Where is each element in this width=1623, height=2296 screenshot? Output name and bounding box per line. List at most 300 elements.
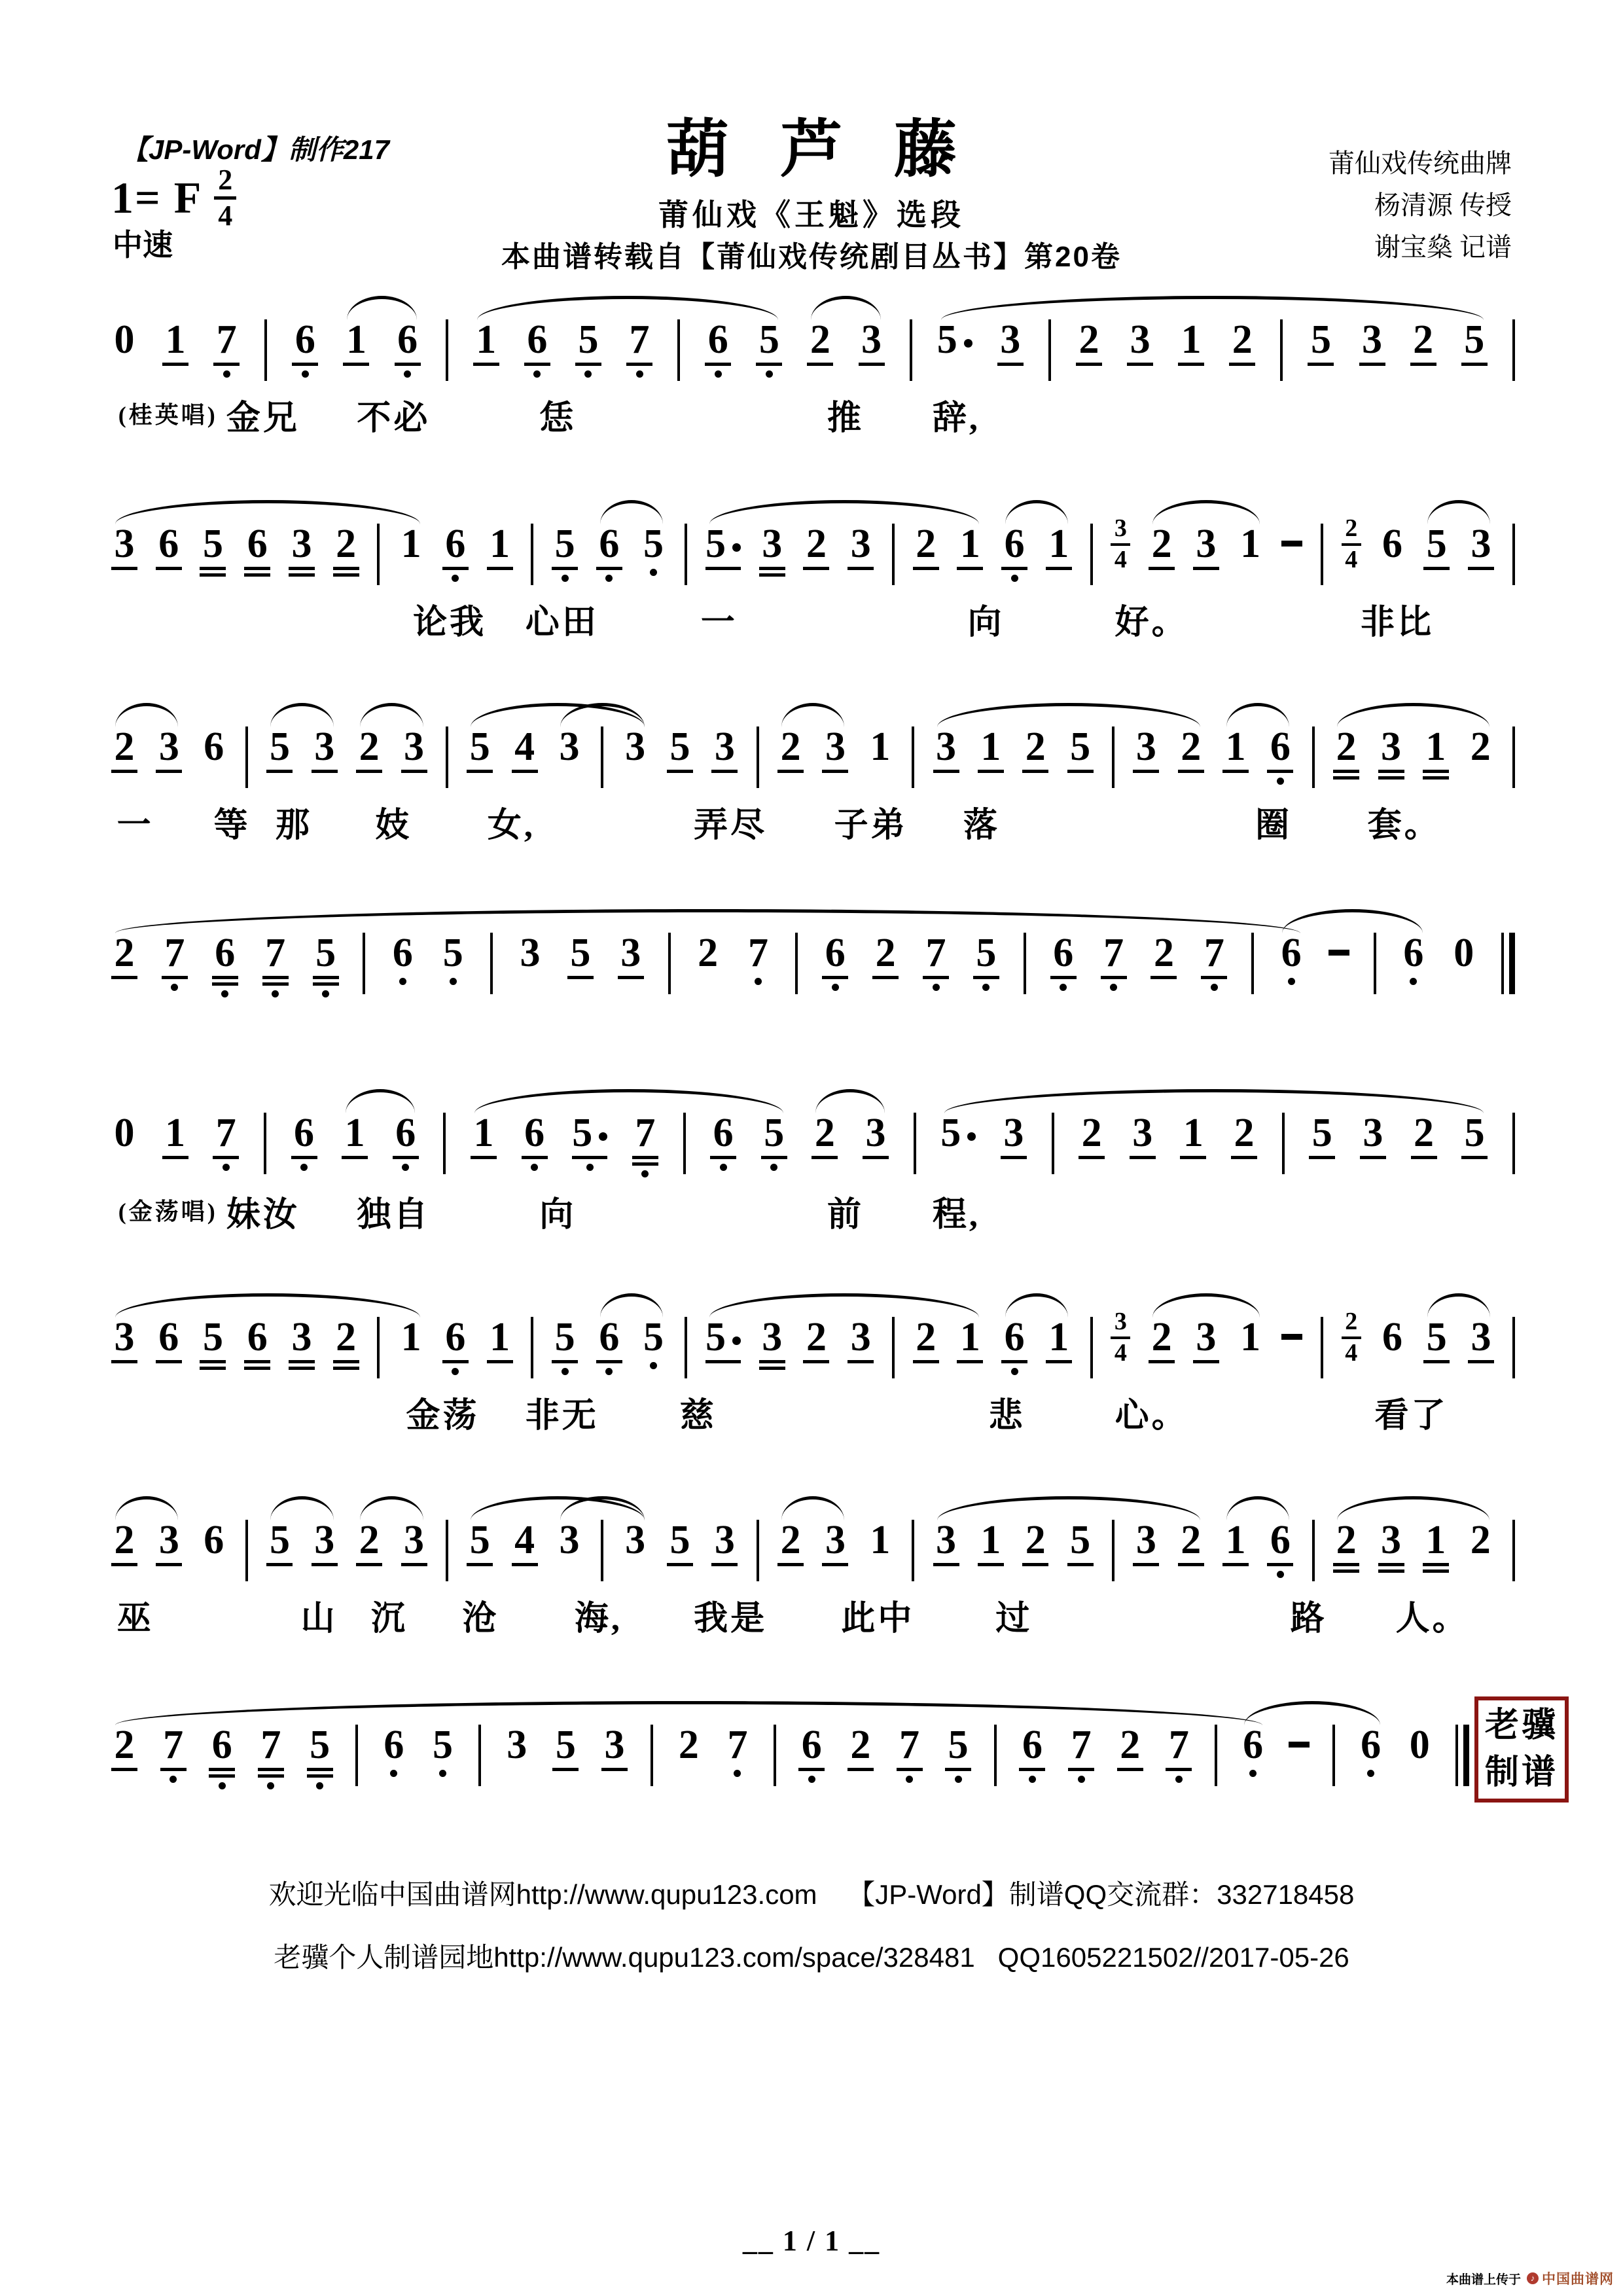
beam-underline — [632, 1156, 658, 1159]
barline — [446, 319, 448, 381]
note-digit: 6 — [294, 1111, 314, 1155]
beam-underline — [258, 1774, 284, 1778]
note — [822, 726, 848, 773]
beam-underline — [1001, 567, 1027, 570]
note — [957, 1317, 983, 1363]
octave-dot — [1410, 978, 1417, 985]
note — [333, 1317, 359, 1370]
note-digit: 3 — [1381, 725, 1401, 769]
beam-underline — [1178, 770, 1204, 773]
note — [1001, 1113, 1027, 1159]
note — [1067, 726, 1094, 773]
note — [262, 933, 289, 997]
beam-underline — [978, 770, 1004, 773]
note-digit: 5 — [570, 931, 591, 975]
beam-underline — [913, 1360, 939, 1363]
barline — [1090, 524, 1093, 585]
beam-underline — [1423, 1360, 1450, 1363]
octave-dot — [439, 1770, 446, 1777]
lyric-word: 看了 — [1374, 1397, 1448, 1435]
beam-underline — [1019, 1768, 1045, 1771]
beam-underline — [162, 976, 188, 979]
credit-line: 杨清源 传授 — [1374, 190, 1512, 220]
note — [756, 319, 782, 378]
beam-underline — [266, 770, 293, 773]
note-digit: 5 — [469, 725, 490, 769]
time-sig-numerator: 2 — [1345, 514, 1358, 542]
barline — [892, 1317, 895, 1378]
barline — [651, 1725, 653, 1786]
beam-underline — [1222, 1563, 1249, 1566]
barline — [1048, 319, 1051, 381]
beam-underline — [1180, 1156, 1206, 1159]
note-digit: 5 — [578, 317, 599, 362]
note-digit: 6 — [599, 522, 620, 566]
beam-underline — [1117, 1768, 1143, 1771]
note-digit: 6 — [1382, 522, 1402, 566]
beam-underline — [1101, 976, 1127, 979]
note — [596, 524, 622, 582]
note — [711, 1520, 738, 1566]
note-digit: 3 — [936, 725, 957, 769]
note — [705, 524, 741, 570]
slur-arc — [1244, 1701, 1380, 1725]
beam-underline — [933, 1563, 959, 1566]
octave-dot — [450, 978, 457, 985]
beam-underline — [156, 1360, 182, 1363]
barline — [1215, 1725, 1217, 1786]
note — [1423, 1317, 1450, 1363]
note — [552, 524, 578, 582]
beam-underline — [1378, 770, 1404, 773]
octave-dot — [1060, 984, 1067, 991]
stamp-line-2: 制谱 — [1484, 1754, 1558, 1791]
note-digit: 1 — [1048, 522, 1069, 566]
note-digit: 1 — [870, 1518, 891, 1562]
note — [512, 1520, 538, 1566]
beam-underline — [667, 1563, 693, 1566]
beam-underline — [1001, 1156, 1027, 1159]
note-digit: 6 — [527, 317, 548, 362]
note-digit: 3 — [520, 931, 541, 975]
note — [596, 1317, 622, 1375]
beam-underline — [1001, 1360, 1027, 1363]
note — [342, 1113, 368, 1159]
lyric-word: 论我 — [413, 604, 487, 641]
note-digit: 7 — [1168, 1723, 1189, 1767]
note — [393, 1113, 419, 1171]
note-digit: 2 — [780, 725, 801, 769]
octave-dot — [169, 1776, 177, 1783]
beam-underline — [313, 976, 339, 979]
lyric-word: 套。 — [1367, 807, 1441, 844]
beam-underline — [244, 1367, 270, 1370]
note — [1222, 1520, 1249, 1566]
beam-underline — [1267, 770, 1293, 773]
note — [997, 319, 1024, 366]
note — [1193, 524, 1219, 570]
octave-dot — [267, 1782, 274, 1789]
beam-underline — [333, 1367, 359, 1370]
note — [803, 524, 829, 570]
octave-dot — [933, 984, 940, 991]
note — [1149, 524, 1175, 570]
lyric-word: 慈 — [679, 1397, 717, 1435]
octave-dot — [715, 370, 722, 378]
source-note: 本曲谱转载自【莆仙戏传统剧目丛书】第20卷 — [501, 241, 1122, 273]
note-digit: 6 — [1361, 1723, 1382, 1767]
note-digit: 3 — [291, 522, 312, 566]
barline — [757, 1520, 759, 1581]
beam-underline — [567, 976, 594, 979]
beam-underline — [1201, 976, 1227, 979]
barline — [1024, 933, 1026, 994]
octave-dot — [390, 1770, 397, 1777]
beam-underline — [156, 770, 182, 773]
note — [957, 524, 983, 570]
beam-underline — [945, 1768, 971, 1771]
note-digit: 1 — [1183, 1111, 1204, 1155]
lyric-word: 心田 — [525, 604, 599, 641]
beam-underline — [258, 1768, 284, 1771]
upload-credit — [1446, 2269, 1614, 2288]
note-digit: 7 — [1204, 931, 1224, 975]
note-digit: 1 — [1425, 1518, 1446, 1562]
barline — [1312, 1520, 1315, 1581]
duration-dash — [1281, 541, 1302, 547]
slur-arc — [781, 703, 844, 727]
note-digit: 5 — [469, 1518, 490, 1562]
barline — [774, 1725, 776, 1786]
note-digit: 2 — [1181, 725, 1202, 769]
time-sig-denominator: 4 — [1345, 1338, 1358, 1367]
beam-underline — [111, 1768, 137, 1771]
note-digit: 3 — [1130, 317, 1150, 362]
note — [467, 1520, 493, 1566]
beam-underline — [244, 1360, 270, 1363]
note — [618, 933, 644, 979]
note-digit: 6 — [524, 1111, 545, 1155]
note-digit: 5 — [1311, 1111, 1332, 1155]
note-digit: 2 — [916, 1315, 936, 1359]
beam-underline — [1461, 1156, 1488, 1159]
beam-underline — [1468, 567, 1494, 570]
beam-underline — [467, 1563, 493, 1566]
note-digit: 2 — [1151, 1315, 1172, 1359]
note — [1468, 1317, 1494, 1363]
note — [761, 1113, 787, 1171]
notes-row — [111, 486, 1515, 585]
octave-dot — [1011, 1368, 1018, 1375]
octave-dot — [1078, 1776, 1085, 1783]
notation-line-3 — [111, 689, 1515, 853]
beam-underline — [524, 363, 550, 366]
note-digit: 2 — [1025, 725, 1046, 769]
octave-dot — [584, 370, 592, 378]
beam-underline — [289, 567, 315, 570]
beam-underline — [847, 1360, 874, 1363]
note-digit: 5 — [643, 1315, 664, 1359]
slur-arc — [115, 909, 1300, 933]
beam-underline — [307, 1768, 333, 1771]
beam-underline — [759, 1367, 785, 1370]
note-digit: 6 — [215, 931, 236, 975]
beam-underline — [759, 567, 785, 570]
beam-underline — [777, 770, 804, 773]
slur-arc — [1226, 703, 1289, 727]
lyrics-row — [111, 390, 1515, 446]
note — [847, 1725, 874, 1771]
note — [356, 1520, 382, 1566]
octave-dot — [316, 1782, 323, 1789]
lyric-word: 山 — [300, 1600, 338, 1638]
octave-dot — [1288, 978, 1295, 985]
beam-underline — [307, 1774, 333, 1778]
barline — [677, 319, 680, 381]
note — [398, 524, 424, 564]
note-digit: 2 — [1081, 1111, 1102, 1155]
note — [1178, 319, 1204, 366]
note — [389, 933, 416, 985]
note-digit: 2 — [698, 931, 719, 975]
barline — [912, 1520, 914, 1581]
note-digit: 7 — [215, 1111, 236, 1155]
note-digit: 3 — [404, 1518, 425, 1562]
barline — [601, 1520, 603, 1581]
note-digit: 2 — [114, 1518, 135, 1562]
lyric-word: 好。 — [1115, 604, 1188, 641]
note — [705, 319, 731, 378]
note-digit: 7 — [925, 931, 946, 975]
octave-dot — [452, 1368, 459, 1375]
note — [675, 1725, 702, 1765]
note — [601, 1725, 628, 1771]
octave-dot — [650, 569, 657, 576]
barline — [1280, 319, 1283, 381]
beam-underline — [1423, 1563, 1449, 1566]
slur-arc — [600, 1293, 663, 1318]
barline — [1512, 726, 1515, 788]
notes-row — [111, 689, 1515, 788]
note — [312, 726, 338, 773]
note — [667, 1520, 693, 1566]
stamp-line-1: 老骥 — [1484, 1707, 1558, 1744]
beam-underline — [812, 1156, 838, 1159]
notation-line-6 — [111, 1279, 1515, 1444]
note-digit: 6 — [1004, 522, 1025, 566]
note — [209, 1725, 235, 1789]
note — [923, 933, 949, 991]
note — [504, 1725, 530, 1765]
note-digit: 3 — [604, 1723, 625, 1767]
note — [940, 1113, 976, 1153]
octave-dot — [586, 1164, 594, 1171]
beam-underline — [1410, 363, 1436, 366]
note-digit: 3 — [559, 1518, 580, 1562]
beam-underline — [1178, 363, 1204, 366]
note — [1400, 933, 1427, 985]
beam-underline — [1149, 567, 1175, 570]
beam-underline — [289, 1367, 315, 1370]
note — [933, 726, 959, 773]
note-digit: 5 — [432, 1723, 453, 1767]
lyrics-row — [111, 1590, 1515, 1647]
barline — [1321, 1317, 1323, 1378]
note — [1193, 1317, 1219, 1363]
note — [1380, 524, 1406, 564]
note-digit: 7 — [1071, 1723, 1092, 1767]
note-digit: 5 — [1426, 522, 1447, 566]
beam-underline — [487, 567, 513, 570]
note — [111, 726, 137, 773]
octave-dot — [1011, 575, 1018, 582]
lyric-word: 向 — [967, 604, 1005, 641]
beam-underline — [333, 1360, 359, 1363]
note — [777, 726, 804, 773]
note — [1238, 1317, 1264, 1357]
octave-dot — [1175, 1776, 1183, 1783]
note — [471, 1113, 497, 1159]
note-digit: 3 — [507, 1723, 527, 1767]
octave-dot — [605, 575, 613, 582]
beam-underline — [1229, 363, 1255, 366]
note — [641, 1317, 667, 1369]
beam-underline — [1423, 1570, 1449, 1573]
note-digit: 6 — [1022, 1723, 1043, 1767]
beam-underline — [213, 363, 240, 366]
note-digit: 1 — [1425, 725, 1446, 769]
note-digit: 7 — [1103, 931, 1124, 975]
barline — [601, 726, 603, 788]
beam-underline — [933, 770, 959, 773]
beam-underline — [1468, 1360, 1494, 1363]
barline — [478, 1725, 481, 1786]
note-digit: 6 — [1053, 931, 1074, 975]
note-digit: 6 — [445, 1315, 466, 1359]
octave-dot — [452, 575, 459, 582]
octave-dot — [1277, 1571, 1284, 1578]
note — [1467, 1520, 1493, 1560]
note — [401, 726, 427, 773]
note — [111, 933, 137, 979]
octave-dot — [302, 370, 309, 378]
note-digit: 3 — [714, 725, 735, 769]
note-digit: 3 — [620, 931, 641, 975]
beam-underline — [1231, 1156, 1257, 1159]
note-digit: 5 — [976, 931, 997, 975]
beam-underline — [847, 1768, 874, 1771]
note-digit: 5 — [315, 931, 336, 975]
note-digit: 3 — [1196, 1315, 1217, 1359]
octave-dot — [1110, 984, 1117, 991]
barline — [446, 1520, 448, 1581]
beam-underline — [957, 567, 983, 570]
beam-underline — [761, 1156, 787, 1159]
beam-underline — [244, 573, 270, 577]
note — [1451, 933, 1477, 973]
slur-arc — [115, 1293, 420, 1318]
note — [524, 319, 550, 378]
slur-arc — [346, 1089, 415, 1113]
note-digit: 5 — [1426, 1315, 1447, 1359]
slur-arc — [811, 296, 881, 320]
beam-underline — [262, 982, 289, 986]
note-digit: 1 — [401, 1315, 421, 1359]
beam-underline — [212, 982, 238, 986]
octave-dot — [322, 990, 329, 997]
beam-underline — [1067, 770, 1094, 773]
beam-underline — [289, 573, 315, 577]
note — [200, 1317, 226, 1370]
notation-line-4 — [111, 895, 1515, 1063]
beam-underline — [291, 1156, 317, 1159]
lyric-word: 心。 — [1115, 1397, 1188, 1435]
beam-underline — [111, 1360, 137, 1363]
beam-underline — [313, 982, 339, 986]
slur-arc — [1337, 703, 1489, 727]
note-digit: 1 — [1225, 725, 1246, 769]
note — [291, 1113, 317, 1171]
page-number: __ 1 / 1 __ — [742, 2225, 881, 2257]
slur-arc — [1005, 1293, 1068, 1318]
note-digit: 2 — [1470, 1518, 1491, 1562]
beam-underline — [1149, 1360, 1175, 1363]
note — [945, 1725, 971, 1783]
note-digit: 1 — [959, 1315, 980, 1359]
lyric-word: 非无 — [525, 1397, 599, 1435]
slur-arc — [1152, 500, 1260, 524]
note-digit: 6 — [1403, 931, 1424, 975]
beam-underline — [897, 1768, 923, 1771]
slur-arc — [1427, 500, 1490, 524]
note — [1130, 1113, 1156, 1159]
lyric-word: 那 — [275, 807, 312, 844]
note — [1180, 1113, 1206, 1159]
beam-underline — [632, 1162, 658, 1166]
beam-underline — [756, 363, 782, 366]
note — [162, 1113, 188, 1159]
beam-underline — [200, 1367, 226, 1370]
note — [1333, 726, 1359, 780]
note-digit: 3 — [1196, 522, 1217, 566]
beam-underline — [467, 770, 493, 773]
beam-underline — [913, 567, 939, 570]
beam-underline — [822, 976, 848, 979]
slur-arc — [270, 1496, 334, 1520]
slur-arc — [1337, 1496, 1489, 1520]
note-digit: 6 — [1382, 1315, 1402, 1359]
octave-dot — [734, 1770, 741, 1777]
note-digit: 2 — [678, 1723, 699, 1767]
note — [847, 1317, 874, 1363]
octave-dot — [832, 984, 839, 991]
beam-underline — [759, 1360, 785, 1363]
note — [859, 319, 885, 366]
note-digit: 6 — [1004, 1315, 1025, 1359]
duration-dash — [1281, 1334, 1302, 1340]
octave-dot — [1211, 984, 1218, 991]
note-digit: 2 — [1336, 725, 1357, 769]
note-digit: 2 — [114, 931, 135, 975]
note — [266, 1520, 293, 1566]
note-digit: 0 — [1454, 931, 1474, 975]
note — [212, 933, 238, 997]
octave-dot — [770, 1164, 777, 1171]
slur-arc — [360, 703, 423, 727]
note — [398, 1317, 424, 1357]
time-signature — [1342, 516, 1361, 573]
note-digit: 6 — [1270, 1518, 1291, 1562]
